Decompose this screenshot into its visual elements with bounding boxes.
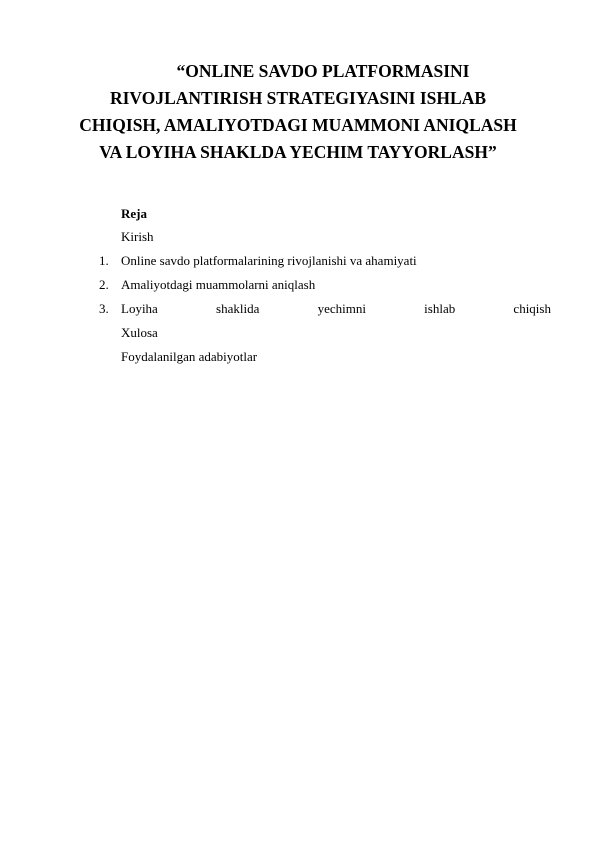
list-item [99, 277, 316, 293]
list-item-word: ishlab [424, 301, 456, 316]
list-item-number: 3. [99, 301, 109, 316]
list-item-number: 1. [99, 253, 109, 268]
list-item-text: Amaliyotdagi muammolarni aniqlash [121, 277, 316, 292]
title-line: CHIQISH, AMALIYOTDAGI MUAMMONI ANIQLASH [79, 115, 517, 135]
title-line: “ONLINE SAVDO PLATFORMASINI [176, 61, 470, 81]
plan-heading: Reja [121, 206, 147, 221]
list-item [99, 253, 417, 269]
intro-item: Kirish [121, 229, 154, 244]
title-line: VA LOYIHA SHAKLDA YECHIM TAYYORLASH” [99, 142, 497, 162]
title-line: RIVOJLANTIRISH STRATEGIYASINI ISHLAB [109, 88, 487, 108]
list-item-word: chiqish [513, 301, 551, 316]
conclusion-item: Xulosa [121, 325, 158, 340]
document-title [60, 58, 536, 166]
list-item-word: shaklida [216, 301, 260, 316]
list-item-number: 2. [99, 277, 109, 292]
list-item [99, 301, 551, 317]
list-item-word: yechimni [317, 301, 366, 316]
list-item-text: Online savdo platformalarining rivojlanishi va ahamiyati [121, 253, 417, 268]
references-item: Foydalanilgan adabiyotlar [121, 349, 258, 364]
list-item-word: Loyiha [121, 301, 158, 316]
